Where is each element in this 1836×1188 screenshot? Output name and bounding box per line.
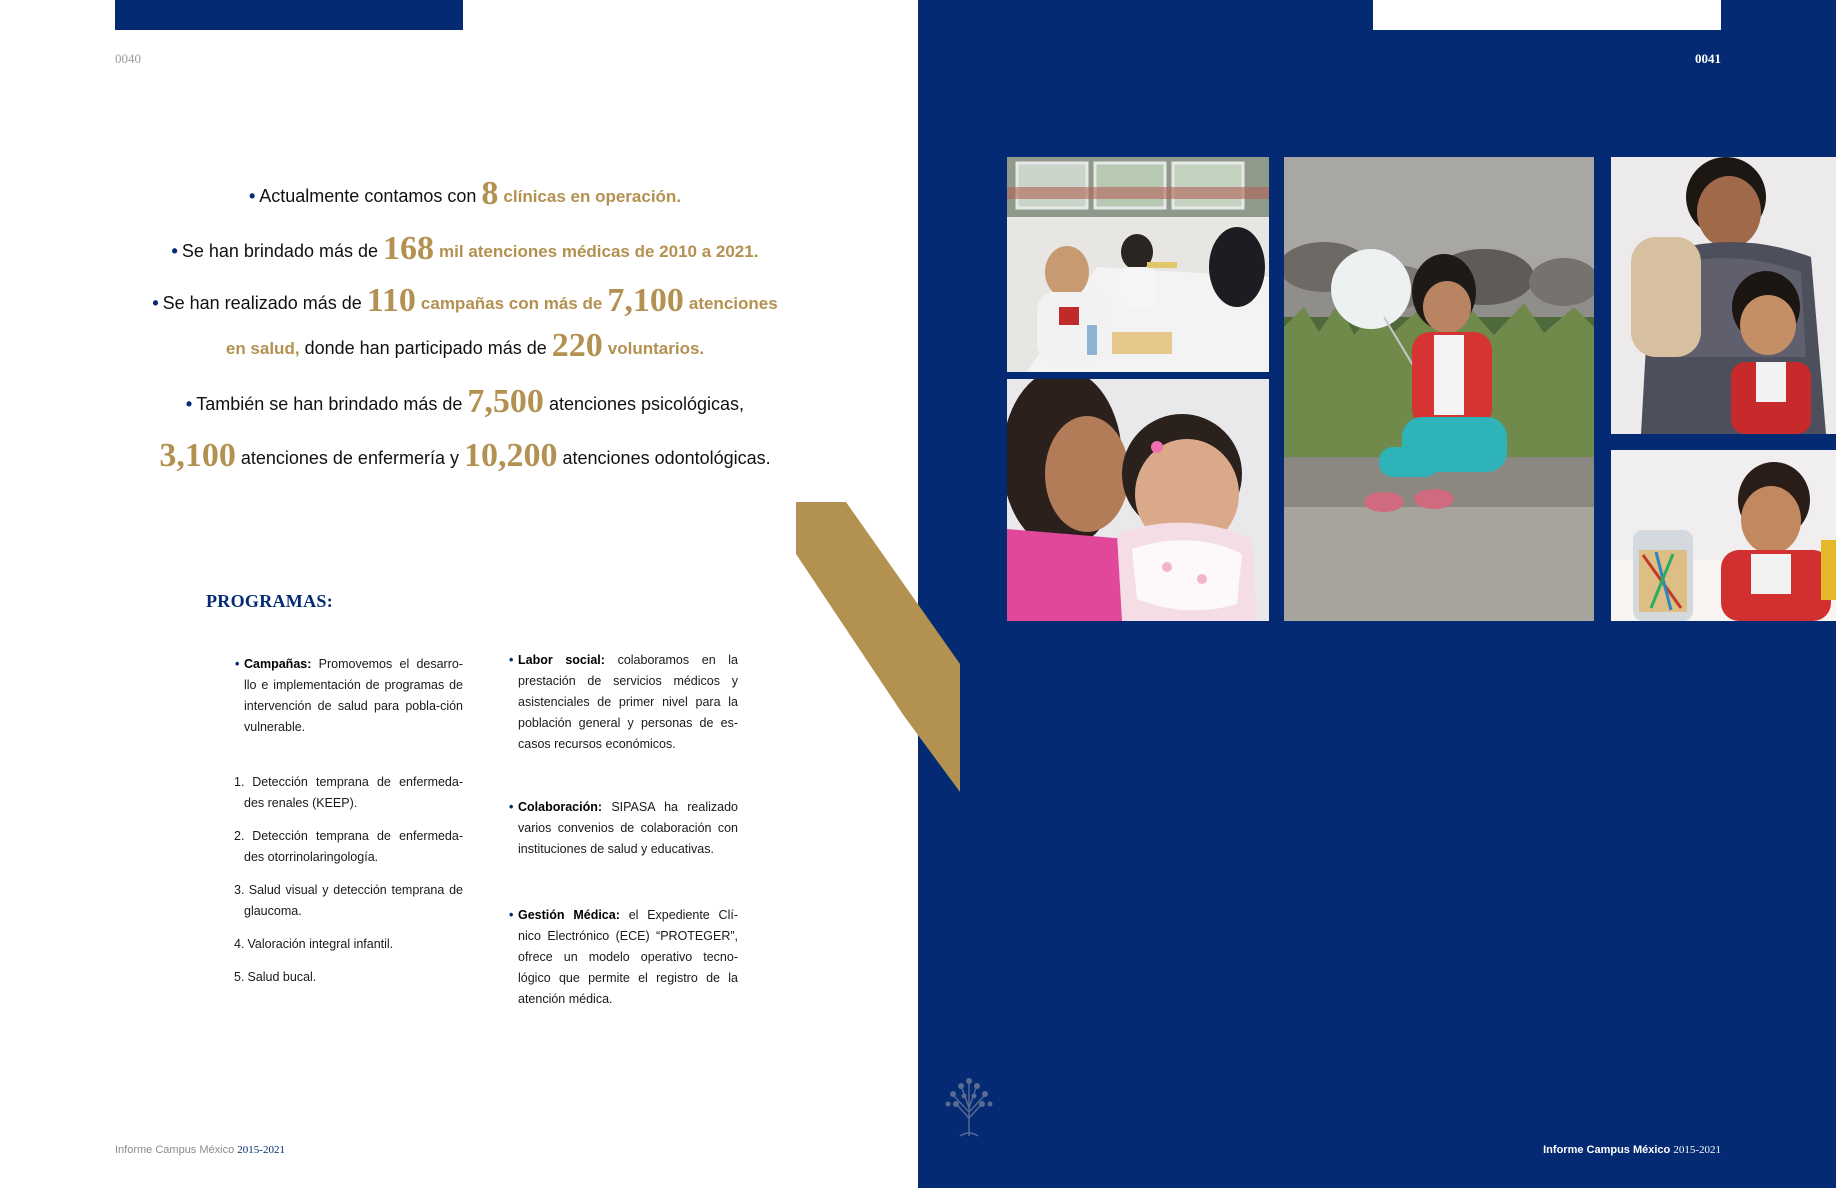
- page-number-right: 0041: [1695, 51, 1721, 66]
- footer-left: Informe Campus México 2015-2021: [115, 1144, 285, 1156]
- gold-chevron-shape: [796, 502, 960, 792]
- stat-attentions: • Se han brindado más de 168 mil atenciones médicas de 2010 a 2021.: [171, 230, 759, 267]
- bullet-icon: •: [171, 241, 178, 261]
- stat-campaigns: • Se han realizado más de 110 campañas con más de 7,100 atenciones: [152, 282, 778, 319]
- list-item: 5. Salud bucal.: [234, 970, 317, 984]
- tree-logo-icon: [940, 1074, 998, 1138]
- bullet-icon: •: [509, 653, 514, 667]
- bullet-icon: •: [248, 186, 256, 206]
- top-white-tab: [1373, 0, 1721, 30]
- list-item: 2. Detección temprana de enfermeda-des otorrinolaringología.: [234, 829, 463, 864]
- stat-volunteers: en salud, donde han participado más de 220 voluntarios.: [225, 327, 705, 364]
- woman-carrying-child-photo: [1611, 157, 1836, 434]
- right-page: [918, 0, 1836, 1188]
- campanas-paragraph: • Campañas: Promovemos el desarro-llo e implementación de programas de intervención de salud para pobla-ción vulnerable.: [244, 654, 463, 738]
- top-navy-tab: [115, 0, 463, 30]
- list-item: 1. Detección temprana de enfermeda-des renales (KEEP).: [234, 775, 463, 810]
- list-item: 3. Salud visual y detección temprana de glaucoma.: [234, 883, 463, 918]
- programas-heading: PROGRAMAS:: [206, 591, 333, 611]
- bullet-icon: •: [509, 800, 514, 814]
- labor-social-paragraph: • Labor social: colaboramos en la prestación de servicios médicos y asistenciales de primer nivel para la población general y personas de es-casos recursos económicos.: [518, 650, 738, 755]
- mother-and-baby-photo: [1007, 379, 1269, 621]
- programs-column-right: [509, 650, 738, 1044]
- footer-right: Informe Campus México 2015-2021: [1543, 1144, 1721, 1156]
- boy-with-crayons-photo: [1611, 450, 1836, 621]
- programs-column-left: [234, 654, 463, 1000]
- campaign-list: [234, 772, 463, 988]
- list-item: 4. Valoración integral infantil.: [234, 937, 394, 951]
- bullet-icon: •: [152, 293, 159, 313]
- statistics-block: [115, 168, 815, 484]
- girl-with-balloon-photo: [1284, 157, 1594, 621]
- bullet-icon: •: [509, 908, 514, 922]
- clinic-consultation-photo: [1007, 157, 1269, 372]
- gestion-medica-paragraph: • Gestión Médica: el Expediente Clí-nico Electrónico (ECE) “PROTEGER”, ofrece un modelo operativo tecno-lógico que permite el registro de la atención médica.: [518, 905, 738, 1010]
- page-number-left: 0040: [115, 51, 141, 66]
- stat-psychological: • También se han brindado más de 7,500 atenciones psicológicas,: [185, 383, 745, 420]
- stat-clinics: • Actualmente contamos con 8 clínicas en operación.: [248, 175, 682, 212]
- bullet-icon: •: [235, 657, 240, 671]
- colaboracion-paragraph: • Colaboración: SIPASA ha realizado varios convenios de colaboración con instituciones de salud y educativas.: [518, 797, 738, 860]
- stat-nursing-dental: 3,100 atenciones de enfermería y 10,200 atenciones odontológicas.: [159, 437, 771, 474]
- bullet-icon: •: [185, 394, 193, 414]
